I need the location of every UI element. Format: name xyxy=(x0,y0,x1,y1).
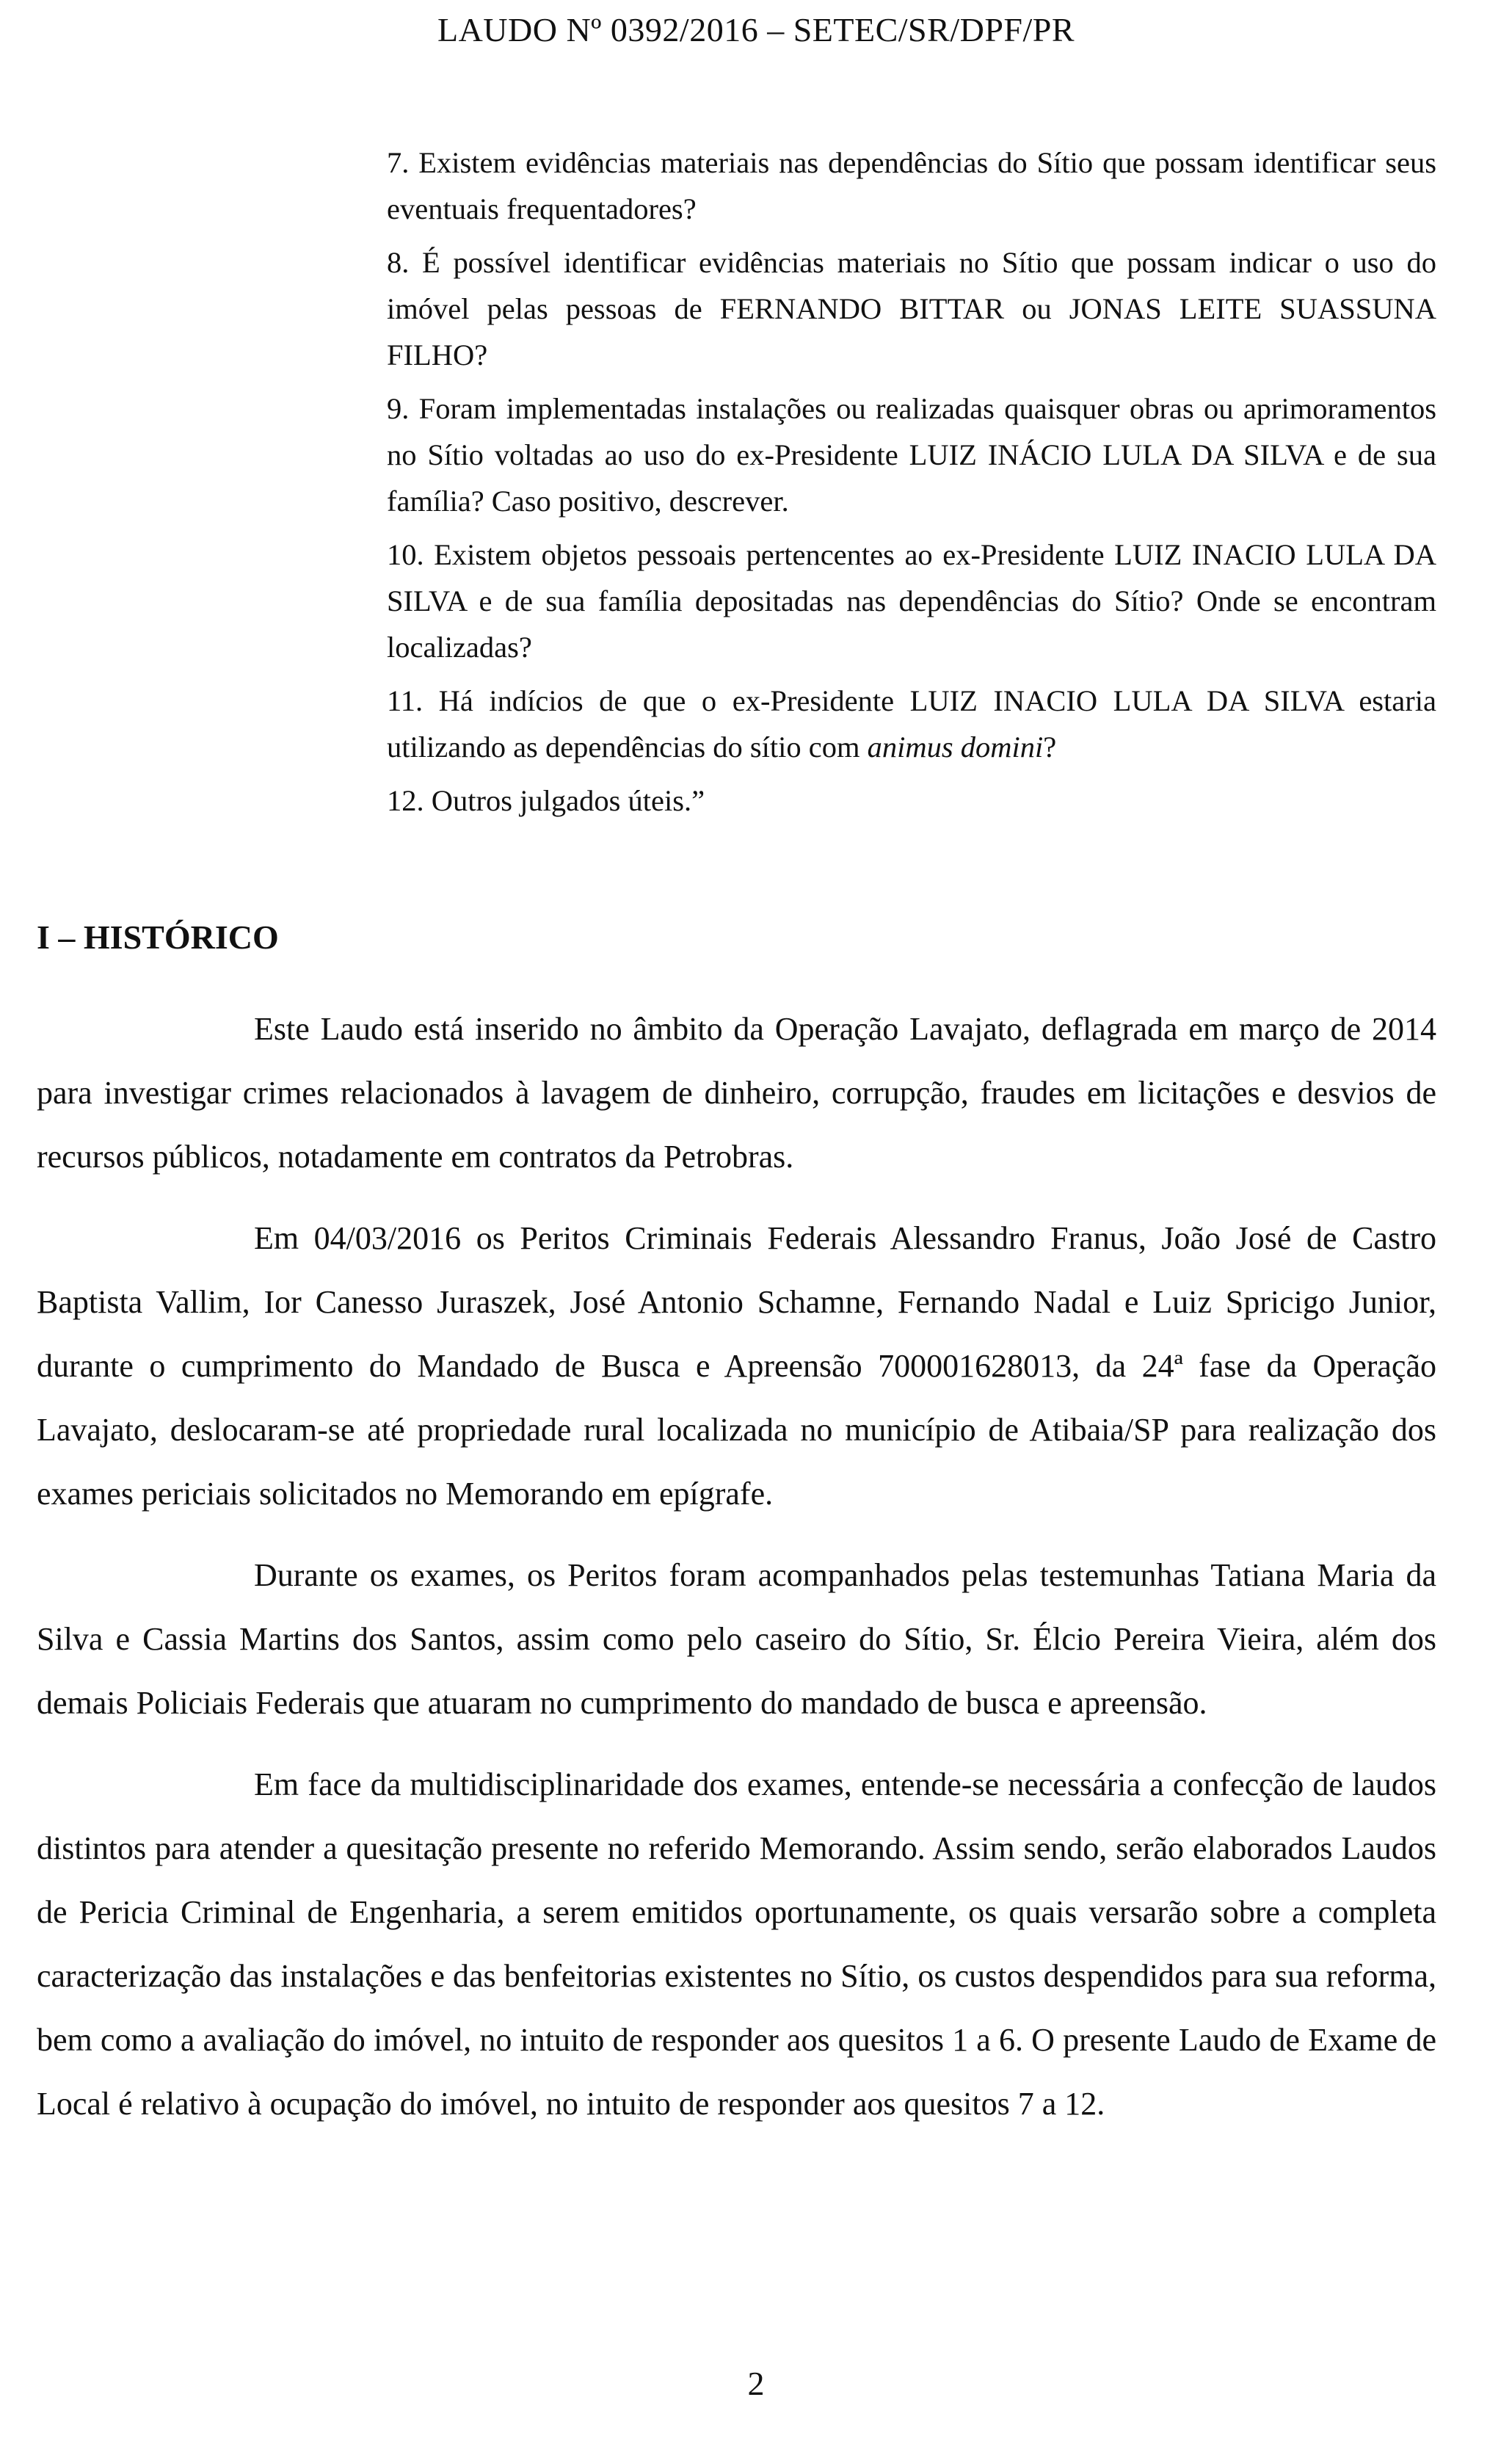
document-header: LAUDO Nº 0392/2016 – SETEC/SR/DPF/PR xyxy=(437,11,1075,48)
body-paragraph: Este Laudo está inserido no âmbito da Operação Lavajato, deflagrada em março de 2014 para investigar crimes relacionados à lavagem de dinheiro, corrupção, fraudes em licitações e desvios de recursos públicos, notadamente em contratos da Petrobras. xyxy=(37,1011,1436,1175)
quesito-italic-term: animus domini xyxy=(867,730,1044,764)
quesito-text-end: ? xyxy=(1043,730,1057,764)
body-paragraph: Durante os exames, os Peritos foram acompanhados pelas testemunhas Tatiana Maria da Silva e Cassia Martins dos Santos, assim como pelo caseiro do Sítio, Sr. Élcio Pereira Vieira, além dos demais Policiais Federais que atuaram no cumprimento do mandado de busca e apreensão. xyxy=(37,1557,1436,1721)
quesito-item: 7. Existem evidências materiais nas dependências do Sítio que possam identificar seus eventuais frequentadores? xyxy=(387,146,1436,225)
section-body xyxy=(37,997,1436,2153)
quesito-item: 8. É possível identificar evidências materiais no Sítio que possam indicar o uso do imóvel pelas pessoas de FERNANDO BITTAR ou JONAS LEITE SUASSUNA FILHO? xyxy=(387,246,1436,371)
body-paragraph: Em face da multidisciplinaridade dos exames, entende-se necessária a confecção de laudos distintos para atender a quesitação presente no referido Memorando. Assim sendo, serão elaborados Laudos de Pericia Criminal de Engenharia, a serem emitidos oportunamente, os quais versarão sobre a completa caracterização das instalações e das benfeitorias existentes no Sítio, os custos despendidos para sua reforma, bem como a avaliação do imóvel, no intuito de responder aos quesitos 1 a 6. O presente Laudo de Exame de Local é relativo à ocupação do imóvel, no intuito de responder aos quesitos 7 a 12. xyxy=(37,1766,1436,2122)
quesito-item xyxy=(387,678,1436,770)
quesitos-list xyxy=(387,139,1436,824)
quesito-item: 10. Existem objetos pessoais pertencentes ao ex-Presidente LUIZ INACIO LULA DA SILVA e de sua família depositadas nas dependências do Sítio? Onde se encontram localizadas? xyxy=(387,538,1436,664)
quesito-item: 12. Outros julgados úteis.” xyxy=(387,784,705,817)
quesito-item: 9. Foram implementadas instalações ou realizadas quaisquer obras ou aprimoramentos no Sítio voltadas ao uso do ex-Presidente LUIZ INÁCIO LULA DA SILVA e de sua família? Caso positivo, descrever. xyxy=(387,392,1436,518)
page-number: 2 xyxy=(747,2365,765,2402)
section-title: I – HISTÓRICO xyxy=(37,918,279,956)
quesito-text: 11. Há indícios de que o ex-Presidente LUIZ INACIO LULA DA SILVA estaria utilizando as dependências do sítio com xyxy=(387,684,1436,764)
body-paragraph: Em 04/03/2016 os Peritos Criminais Federais Alessandro Franus, João José de Castro Baptista Vallim, Ior Canesso Juraszek, José Antonio Schamne, Fernando Nadal e Luiz Spricigo Junior, durante o cumprimento do Mandado de Busca e Apreensão 700001628013, da 24ª fase da Operação Lavajato, deslocaram-se até propriedade rural localizada no município de Atibaia/SP para realização dos exames periciais solicitados no Memorando em epígrafe. xyxy=(37,1220,1436,1512)
